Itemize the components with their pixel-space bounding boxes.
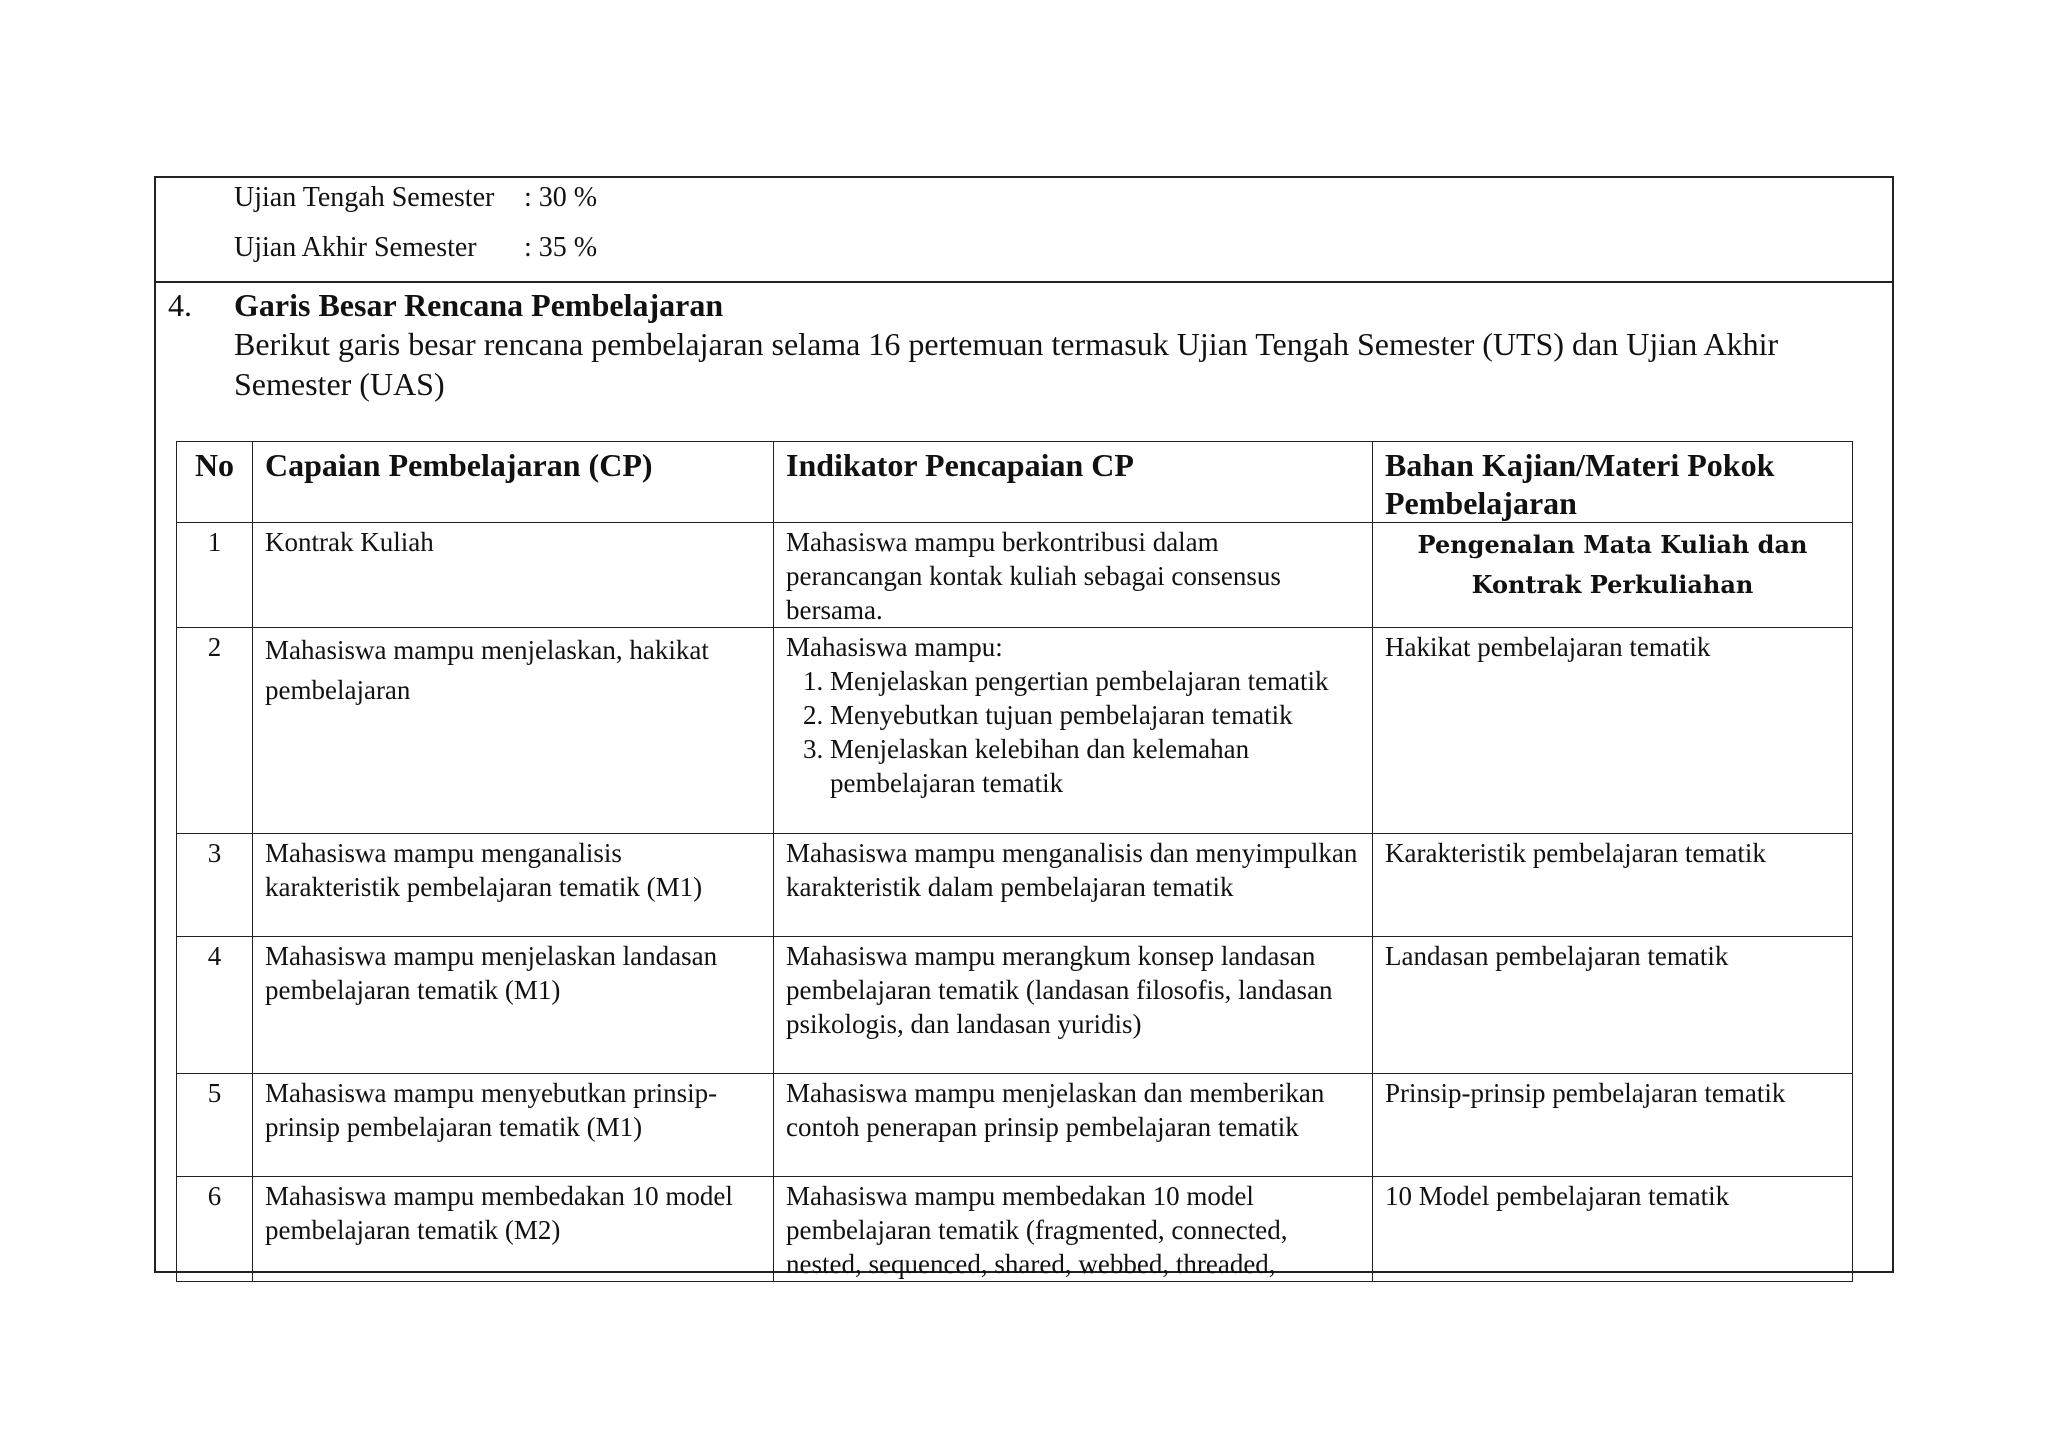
row-material: Karakteristik pembelajaran tematik <box>1373 834 1853 937</box>
grade-value: : 35 % <box>524 232 598 263</box>
row-no: 3 <box>177 834 253 937</box>
table-row <box>177 834 1853 937</box>
row-cp: Mahasiswa mampu menjelaskan landasan pembelajaran tematik (M1) <box>253 937 774 1074</box>
table-row <box>177 1177 1853 1282</box>
header-cp: Capaian Pembelajaran (CP) <box>253 442 774 523</box>
learning-plan-table <box>176 441 1853 1282</box>
grade-value: : 30 % <box>524 182 598 213</box>
indicator-item: 1. Menjelaskan pengertian pembelajaran tematik <box>830 664 1360 698</box>
row-indicator: Mahasiswa mampu menjelaskan dan memberikan contoh penerapan prinsip pembelajaran tematik <box>774 1074 1373 1177</box>
row-material: Landasan pembelajaran tematik <box>1373 937 1853 1074</box>
row-indicator <box>774 628 1373 834</box>
row-material: 10 Model pembelajaran tematik <box>1373 1177 1853 1282</box>
row-cp: Mahasiswa mampu menyebutkan prinsip-prinsip pembelajaran tematik (M1) <box>253 1074 774 1177</box>
section-description: Berikut garis besar rencana pembelajaran selama 16 pertemuan termasuk Ujian Tengah Semester (UTS) dan Ujian Akhir Semester (UAS) <box>234 326 1779 402</box>
grading-weights <box>156 178 1892 283</box>
document-frame <box>154 176 1894 1279</box>
row-indicator: Mahasiswa mampu menganalisis dan menyimpulkan karakteristik dalam pembelajaran tematik <box>774 834 1373 937</box>
indicator-list <box>786 664 1360 800</box>
section-title: Garis Besar Rencana Pembelajaran <box>234 287 724 323</box>
row-material: Prinsip-prinsip pembelajaran tematik <box>1373 1074 1853 1177</box>
table-row <box>177 937 1853 1074</box>
table-row <box>177 1074 1853 1177</box>
row-material: Hakikat pembelajaran tematik <box>1373 628 1853 834</box>
table-row <box>177 628 1853 834</box>
row-cp: Kontrak Kuliah <box>253 523 774 628</box>
row-no: 5 <box>177 1074 253 1177</box>
row-material: Pengenalan Mata Kuliah dan Kontrak Perkuliahan <box>1373 523 1853 628</box>
row-indicator: Mahasiswa mampu merangkum konsep landasan pembelajaran tematik (landasan filosofis, landasan psikologis, dan landasan yuridis) <box>774 937 1373 1074</box>
row-indicator: Mahasiswa mampu membedakan 10 model pembelajaran tematik (fragmented, connected, nested, sequenced, shared, webbed, threaded, <box>774 1177 1373 1282</box>
row-cp: Mahasiswa mampu menjelaskan, hakikat pembelajaran <box>253 628 774 834</box>
grade-label: Ujian Tengah Semester <box>234 182 495 213</box>
row-no: 1 <box>177 523 253 628</box>
header-indicator: Indikator Pencapaian CP <box>774 442 1373 523</box>
table-row <box>177 523 1853 628</box>
indicator-item: 3. Menjelaskan kelebihan dan kelemahan pembelajaran tematik <box>830 732 1360 800</box>
header-no: No <box>177 442 253 523</box>
indicator-intro: Mahasiswa mampu: <box>786 632 1003 662</box>
row-no: 4 <box>177 937 253 1074</box>
grade-row-uas <box>234 232 597 264</box>
grade-label: Ujian Akhir Semester <box>234 232 477 263</box>
grade-row-uts <box>234 182 597 214</box>
row-cp: Mahasiswa mampu menganalisis karakteristik pembelajaran tematik (M1) <box>253 834 774 937</box>
row-no: 6 <box>177 1177 253 1282</box>
table-header-row <box>177 442 1853 523</box>
section-number: 4. <box>168 287 192 323</box>
row-indicator: Mahasiswa mampu berkontribusi dalam perancangan kontak kuliah sebagai consensus bersama. <box>774 523 1373 628</box>
indicator-item: 2. Menyebutkan tujuan pembelajaran tematik <box>830 698 1360 732</box>
row-cp: Mahasiswa mampu membedakan 10 model pembelajaran tematik (M2) <box>253 1177 774 1282</box>
header-material: Bahan Kajian/Materi Pokok Pembelajaran <box>1373 442 1853 523</box>
row-no: 2 <box>177 628 253 834</box>
